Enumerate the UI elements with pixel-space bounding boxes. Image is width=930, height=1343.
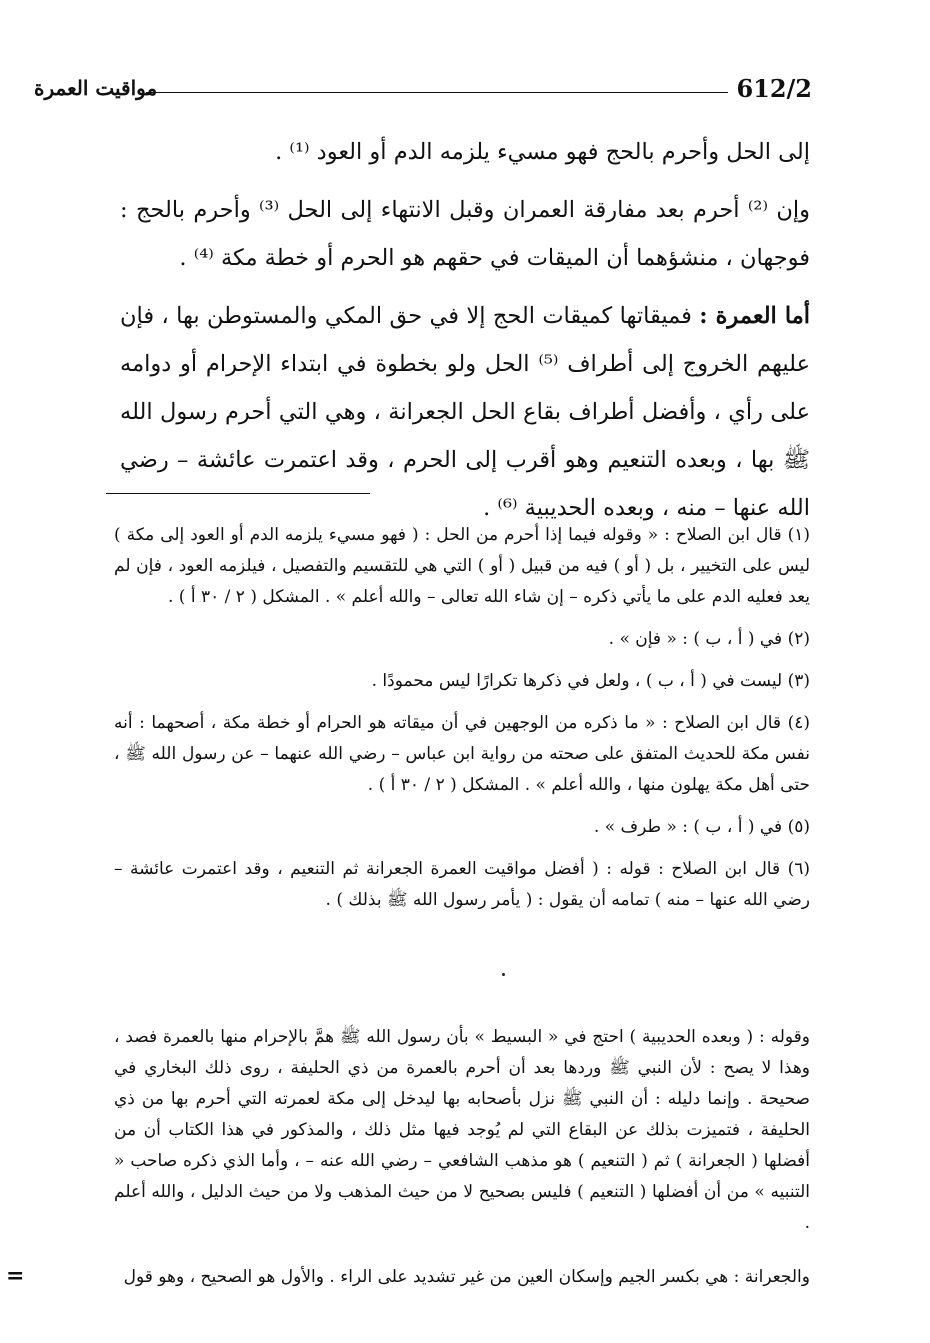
commentary-paragraph: وقوله : ( وبعده الحديبية ) احتج في « البسيط » بأن رسول الله ﷺ همَّ بالإحرام منها بالعمرة فصد ، وهذا لا يصح : لأن النبي ﷺ وردها بعد أن أحرم بالعمرة من ذي الحليفة ، روى ذلك البخاري في صحيحة . وإنما دليله : أن النبي ﷺ نزل بأصحابه بها ليدخل إلى مكة لعمرته التي أحرم بها من ذي الحليفة ، فتميزت بذلك عن البقاع التي لم يُوجد فيها مثل ذلك ، والمذكور في هذا الكتاب أن من أفضلها ( الجعرانة ) ثم ( التنعيم ) هو مذهب الشافعي – رضي الله عنه – ، وأما الذي ذكره صاحب « التنبيه » من أن أفضلها ( التنعيم ) فليس بصحيح لا من حيث المذهب ولا من حيث الدليل ، والله أعلم . <box>114 1027 810 1233</box>
footnote-3: (٣) ليست في ( أ ، ب ) ، ولعل في ذكرها تكرارًا ليس محمودًا . <box>371 671 810 691</box>
continuation-mark: = <box>6 1263 25 1289</box>
footnote-6: (٦) قال ابن الصلاح : قوله : ( أفضل مواقيت العمرة الجعرانة ثم التنعيم ، وقد اعتمرت عائشة – رضي الله عنها – منه ) تمامه أن يقول : ( يأمر رسول الله ﷺ بذلك ) . <box>114 859 810 910</box>
footnote-4: (٤) قال ابن الصلاح : « ما ذكره من الوجهين في أن ميقاته هو الحرام أو خطة مكة ، أصحهما : أنه نفس مكة للحديث المتفق على صحته من رواية ابن عباس – رضي الله عنهما – عن رسول الله ﷺ ، حتى أهل مكة يهلون منها ، والله أعلم » . المشكل ( ٢ / ٣٠ أ ) . <box>114 713 810 795</box>
main-paragraph-3-body: فميقاتها كميقات الحج إلا في حق المكي والمستوطن بها ، فإن عليهم الخروج إلى أطراف ⁽⁵⁾ الحل ولو بخطوة في ابتداء الإحرام أو دوامه على رأي ، وأفضل أطراف بقاع الحل الجعرانة ، وهي التي أحرم رسول الله ﷺ بها ، وبعده التنعيم وهو أقرب إلى الحرم ، وقد اعتمرت عائشة – رضي الله عنها – منه ، وبعده الحديبية ⁽⁶⁾ . <box>120 303 810 521</box>
main-paragraph-2: وإن ⁽²⁾ أحرم بعد مفارقة العمران وقبل الانتهاء إلى الحل ⁽³⁾ وأحرم بالحج : فوجهان ، منشؤهما أن الميقات في حقهم هو الحرم أو خطة مكة ⁽⁴⁾ . <box>120 197 810 271</box>
header-rule <box>146 92 728 93</box>
commentary <box>114 1022 810 1239</box>
footnote-divider <box>106 493 370 494</box>
main-paragraph-1: إلى الحل وأحرم بالحج فهو مسيء يلزمه الدم أو العود ⁽¹⁾ . <box>275 139 810 165</box>
running-header <box>34 72 812 112</box>
print-speck <box>502 973 505 976</box>
footnote-5: (٥) في ( أ ، ب ) : « طرف » . <box>593 817 810 837</box>
running-title: مواقيت العمرة <box>34 76 158 100</box>
section-heading-umrah: أما العمرة : <box>699 303 810 329</box>
continuation-line: والجعرانة : هي بكسر الجيم وإسكان العين من غير تشديد على الراء . والأول هو الصحيح ، وهو قول <box>123 1267 810 1287</box>
footnotes <box>114 520 810 927</box>
footnote-2: (٢) في ( أ ، ب ) : « فإن » . <box>608 629 810 649</box>
main-paragraph-3 <box>120 292 810 532</box>
main-text <box>120 128 810 532</box>
footnote-1: (١) قال ابن الصلاح : « وقوله فيما إذا أحرم من الحل : ( فهو مسيء يلزمه الدم أو العود إلى مكة ) ليس على التخيير ، بل ( أو ) فيه من قبيل ( أو ) التي هي للتقسيم والتفصيل ، فيلزمه العود ، فإن لم يعد فعليه الدم على ما يأتي ذكره – إن شاء الله تعالى – والله أعلم » . المشكل ( ٢ / ٣٠ أ ) . <box>114 525 810 607</box>
page-number: 612/2 <box>736 74 812 103</box>
